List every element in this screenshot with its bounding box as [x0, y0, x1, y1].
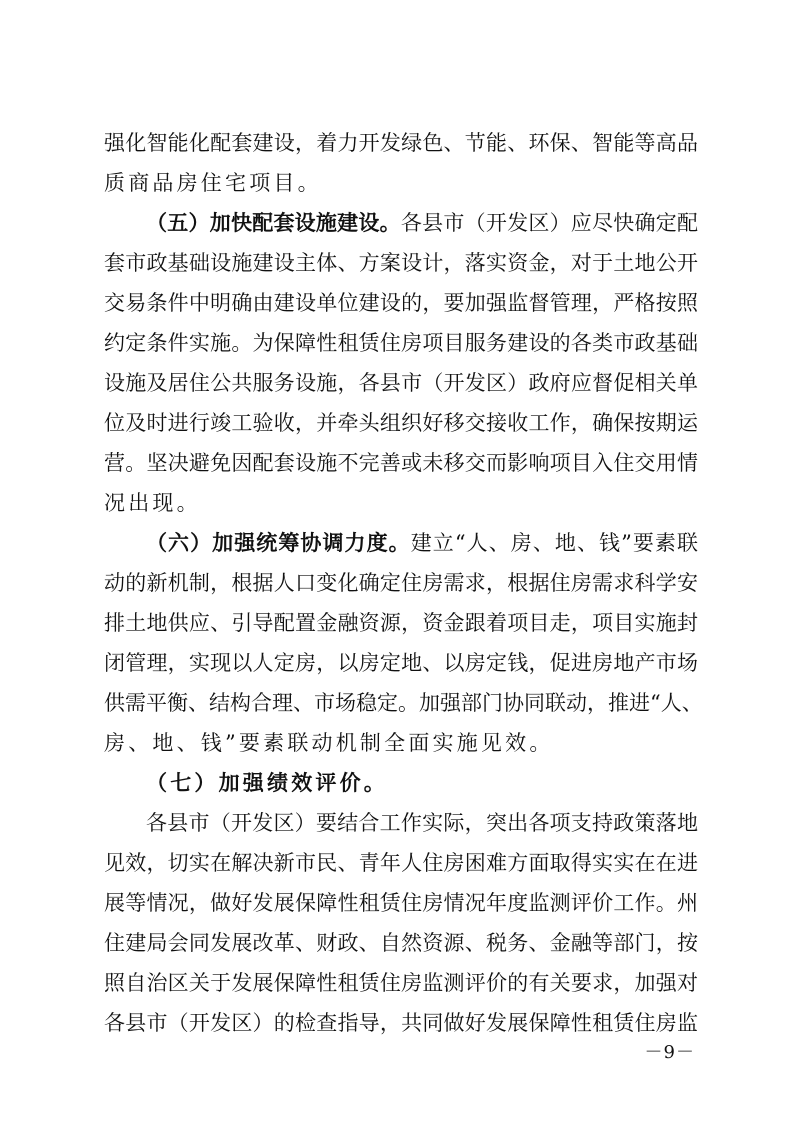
section-heading: （七）加强绩效评价。	[146, 770, 388, 795]
paragraph-first-line: 各县市（开发区）要结合工作实际，突出各项支持政策落地	[146, 811, 698, 835]
paragraph-line: 展等情况，做好发展保障性租赁住房情况年度监测评价工作。州	[104, 891, 698, 915]
paragraph-line: 质商品房住宅项目。	[104, 171, 322, 195]
section-heading: （五）加快配套设施建设。	[146, 210, 401, 235]
paragraph-first-line	[146, 764, 698, 802]
paragraph-line: 供需平衡、结构合理、市场稳定。加强部门协同联动，推进“人、	[104, 691, 703, 715]
paragraph-line: 住建局会同发展改革、财政、自然资源、税务、金融等部门，按	[104, 931, 698, 955]
paragraph-first-line	[146, 204, 698, 242]
paragraph-line: 见效，切实在解决新市民、青年人住房困难方面取得实实在在进	[104, 851, 698, 875]
paragraph-line: 营。坚决避免因配套设施不完善或未移交而影响项目入住交用情	[104, 451, 698, 475]
paragraph-line: 约定条件实施。为保障性租赁住房项目服务建设的各类市政基础	[104, 331, 698, 355]
paragraph-line: 闭管理，实现以人定房，以房定地、以房定钱，促进房地产市场	[104, 651, 698, 675]
paragraph-line: 套市政基础设施建设主体、方案设计，落实资金，对于土地公开	[104, 251, 698, 275]
paragraph-line: 排土地供应、引导配置金融资源，资金跟着项目走，项目实施封	[104, 611, 698, 635]
paragraph-line: 动的新机制，根据人口变化确定住房需求，根据住房需求科学安	[104, 571, 698, 595]
paragraph-line: 位及时进行竣工验收，并牵头组织好移交接收工作，确保按期运	[104, 411, 698, 435]
paragraph-line: 房、地、钱”要素联动机制全面实施见效。	[104, 731, 554, 755]
section-heading: （六）加强统筹协调力度。	[146, 530, 411, 555]
paragraph-first-line	[146, 524, 698, 562]
paragraph-line: 强化智能化配套建设，着力开发绿色、节能、环保、智能等高品	[104, 131, 698, 155]
paragraph-line: 照自治区关于发展保障性租赁住房监测评价的有关要求，加强对	[104, 971, 698, 995]
paragraph-line: 交易条件中明确由建设单位建设的，要加强监督管理，严格按照	[104, 291, 698, 315]
paragraph-line: 各县市（开发区）的检查指导，共同做好发展保障性租赁住房监	[104, 1011, 698, 1035]
page-number: －9－	[644, 1042, 695, 1063]
paragraph-line: 设施及居住公共服务设施，各县市（开发区）政府应督促相关单	[104, 371, 698, 395]
paragraph-line: 况出现。	[104, 491, 201, 515]
paragraph-text: 建立“人、房、地、钱”要素联	[410, 531, 698, 555]
paragraph-text: 各县市（开发区）应尽快确定配	[400, 211, 699, 235]
